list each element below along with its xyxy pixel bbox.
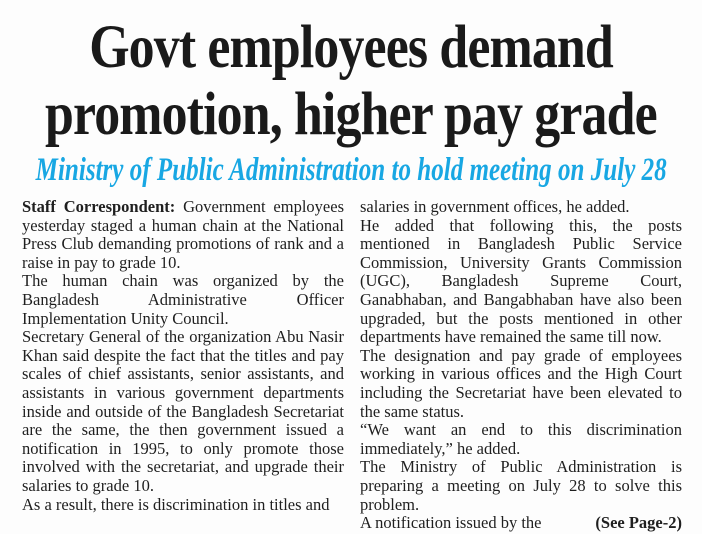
paragraph: Secretary General of the organization Abu Nasir Khan said despite the fact that the titles and pay scales of chief assistants, senior assistants, and assistants in various government departments inside and outside of the Bangladesh Secretariat are the same, the then government issued a notification in 1995, to only promote those involved with the secretariat, and upgrade their salaries to grade 10. <box>22 327 344 495</box>
paragraph-text: A notification issued by the <box>360 513 542 533</box>
headline-line-2-wrap <box>0 81 702 148</box>
column-right <box>360 198 682 533</box>
headline-line-1-wrap <box>0 14 702 81</box>
paragraph: salaries in government offices, he added. <box>360 197 630 216</box>
paragraph-final <box>360 514 682 533</box>
paragraph: He added that following this, the posts mentioned in Bangladesh Public Service Commission, University Grants Commission (UGC), Bangladesh Supreme Court, Ganabhaban, and Bangabhaban have also been upgraded, but the posts mentioned in other departments have remained the same till now. <box>360 215 682 347</box>
subheadline-wrap <box>0 151 702 189</box>
byline-label: Staff Correspondent: <box>22 197 176 216</box>
paragraph: The designation and pay grade of employees working in various offices and the High Court including the Secretariat have been elevated to the same status. <box>360 345 682 421</box>
paragraph-text: Government employees yesterday staged a human chain at the National Press Club demanding promotions of rank and a raise in pay to grade 10. <box>22 197 344 272</box>
paragraph: “We want an end to this discrimination immediately,” he added. <box>360 420 682 458</box>
subheadline: Ministry of Public Administration to hold meeting on July 28 <box>35 152 667 188</box>
headline-line-2: promotion, higher pay grade <box>45 81 657 148</box>
headline <box>0 0 702 148</box>
paragraph: As a result, there is discrimination in titles and <box>22 494 330 514</box>
headline-line-1: Govt employees demand <box>89 14 613 81</box>
paragraph-lead <box>22 198 344 272</box>
continuation-note: (See Page-2) <box>595 513 682 533</box>
paragraph: The Ministry of Public Administration is preparing a meeting on July 28 to solve this problem. <box>360 457 682 514</box>
column-left <box>22 198 344 533</box>
article-body <box>0 189 702 533</box>
paragraph: The human chain was organized by the Bangladesh Administrative Officer Implementation Unity Council. <box>22 271 344 328</box>
